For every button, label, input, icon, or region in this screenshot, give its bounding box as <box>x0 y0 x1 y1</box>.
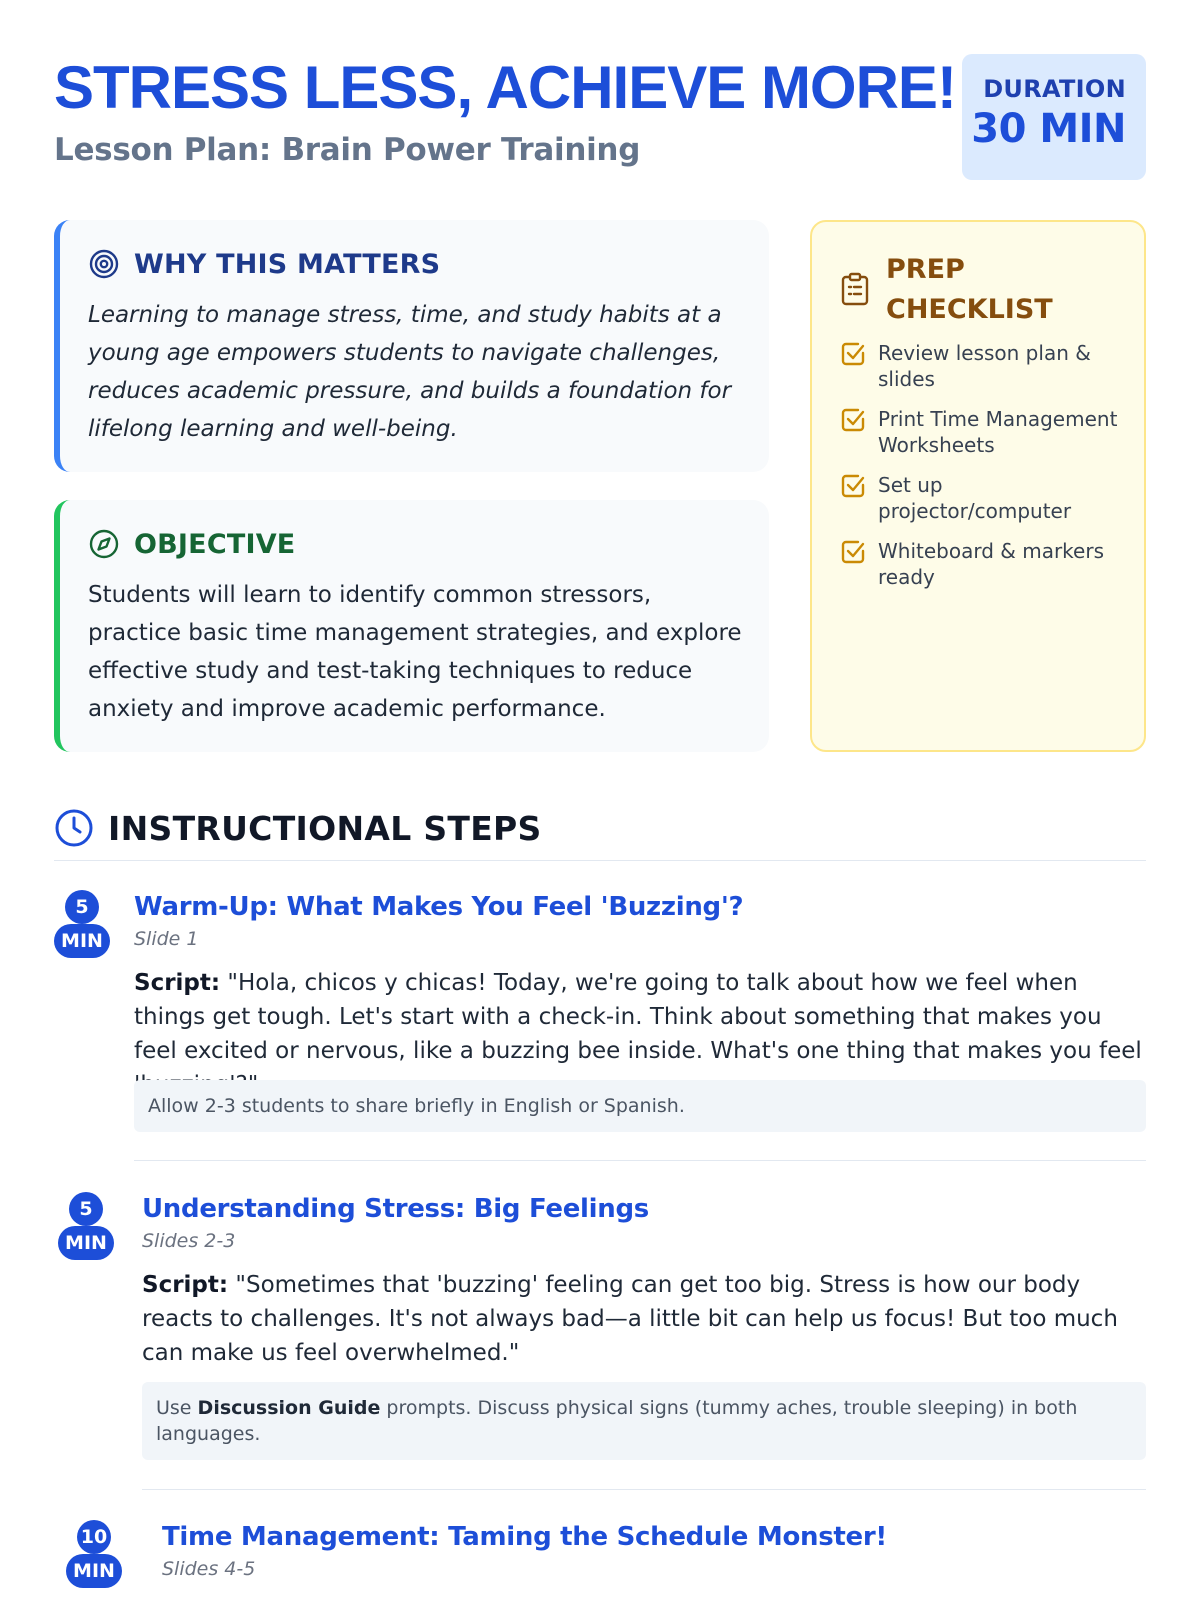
script-label: Script: <box>134 970 221 996</box>
step-title: Understanding Stress: Big Feelings <box>142 1194 649 1224</box>
step-title: Time Management: Taming the Schedule Monster! <box>162 1522 887 1552</box>
step-note <box>142 1382 1146 1460</box>
duration-value: 30 MIN <box>971 106 1126 152</box>
instructional-steps-heading: INSTRUCTIONAL STEPS <box>108 808 542 848</box>
prep-heading: PREP CHECKLIST <box>886 254 1053 325</box>
discussion-guide-label: Discussion Guide <box>197 1397 381 1419</box>
step-unit: MIN <box>58 1226 114 1260</box>
step-slide-ref: Slides 2-3 <box>142 1230 236 1252</box>
prep-list <box>840 340 1130 604</box>
checkbox-checked-icon <box>840 341 866 367</box>
note-text: prompts. Discuss physical signs (tummy aches, trouble sleeping) in both languages. <box>156 1397 1078 1445</box>
why-this-matters-card <box>54 220 769 472</box>
step-title: Warm-Up: What Makes You Feel 'Buzzing'? <box>134 892 744 922</box>
prep-item-label: Set up projector/computer <box>878 473 1072 523</box>
duration-badge <box>962 54 1146 180</box>
checkbox-checked-icon <box>840 407 866 433</box>
compass-icon <box>88 528 120 560</box>
step-note: Allow 2-3 students to share briefly in English or Spanish. <box>134 1080 1146 1132</box>
prep-item <box>840 406 1130 458</box>
prep-checklist-card <box>810 220 1146 752</box>
prep-item <box>840 340 1130 392</box>
step-divider <box>134 1160 1146 1161</box>
target-icon <box>88 248 120 280</box>
clock-icon <box>54 808 94 848</box>
section-divider <box>54 860 1146 861</box>
why-body: Learning to manage stress, time, and study habits at a young age empowers students to navigate challenges, reduces academic pressure, and builds a foundation for lifelong learning and well-being. <box>88 302 732 442</box>
step-minutes: 10 <box>77 1520 111 1554</box>
page-title: STRESS LESS, ACHIEVE MORE! <box>54 54 956 121</box>
step-unit: MIN <box>54 924 110 958</box>
prep-item-label: Review lesson plan & slides <box>878 341 1091 391</box>
checkbox-checked-icon <box>840 473 866 499</box>
prep-heading-row <box>840 250 1086 330</box>
checkbox-checked-icon <box>840 539 866 565</box>
lesson-plan-page <box>54 0 1146 1600</box>
objective-body: Students will learn to identify common stressors, practice basic time management strategies, and explore effective study and test-taking techniques to reduce anxiety and improve academic performance. <box>88 582 742 722</box>
script-label: Script: <box>142 1272 229 1298</box>
prep-item <box>840 472 1130 524</box>
prep-item-label: Print Time Management Worksheets <box>878 407 1118 457</box>
step-duration-badge <box>66 1520 122 1588</box>
objective-card <box>54 500 769 752</box>
note-text: Use <box>156 1397 198 1419</box>
step-duration-badge <box>54 890 110 958</box>
script-text: "Hola, chicos y chicas! Today, we're going to talk about how we feel when things get tough. Let's start with a check-in. Think about something that makes you feel excited or nervous, like a buzzing bee inside. What's one thing that makes you feel <box>134 970 1142 1064</box>
duration-label: DURATION <box>983 75 1126 103</box>
prep-item <box>840 538 1130 590</box>
step-slide-ref: Slide 1 <box>134 928 199 950</box>
clipboard-icon <box>840 272 870 306</box>
step-minutes: 5 <box>65 890 99 924</box>
step-divider <box>142 1489 1146 1490</box>
script-text: "Sometimes that 'buzzing' feeling can get too big. Stress is how our body reacts to challenges. It's not always bad—a little bit can help us focus! But too much can make us feel overwhelmed." <box>142 1272 1118 1366</box>
why-heading-row <box>88 248 440 280</box>
objective-heading-row <box>88 528 295 560</box>
prep-item-label: Whiteboard & markers ready <box>878 539 1104 589</box>
step-minutes: 5 <box>69 1192 103 1226</box>
step-unit: MIN <box>66 1554 122 1588</box>
instructional-steps-heading-row <box>54 808 542 848</box>
step-duration-badge <box>58 1192 114 1260</box>
step-slide-ref: Slides 4-5 <box>162 1558 256 1580</box>
step-script <box>142 1268 1146 1370</box>
why-heading: WHY THIS MATTERS <box>134 248 441 280</box>
objective-heading: OBJECTIVE <box>134 528 296 560</box>
page-subtitle: Lesson Plan: Brain Power Training <box>54 132 641 168</box>
